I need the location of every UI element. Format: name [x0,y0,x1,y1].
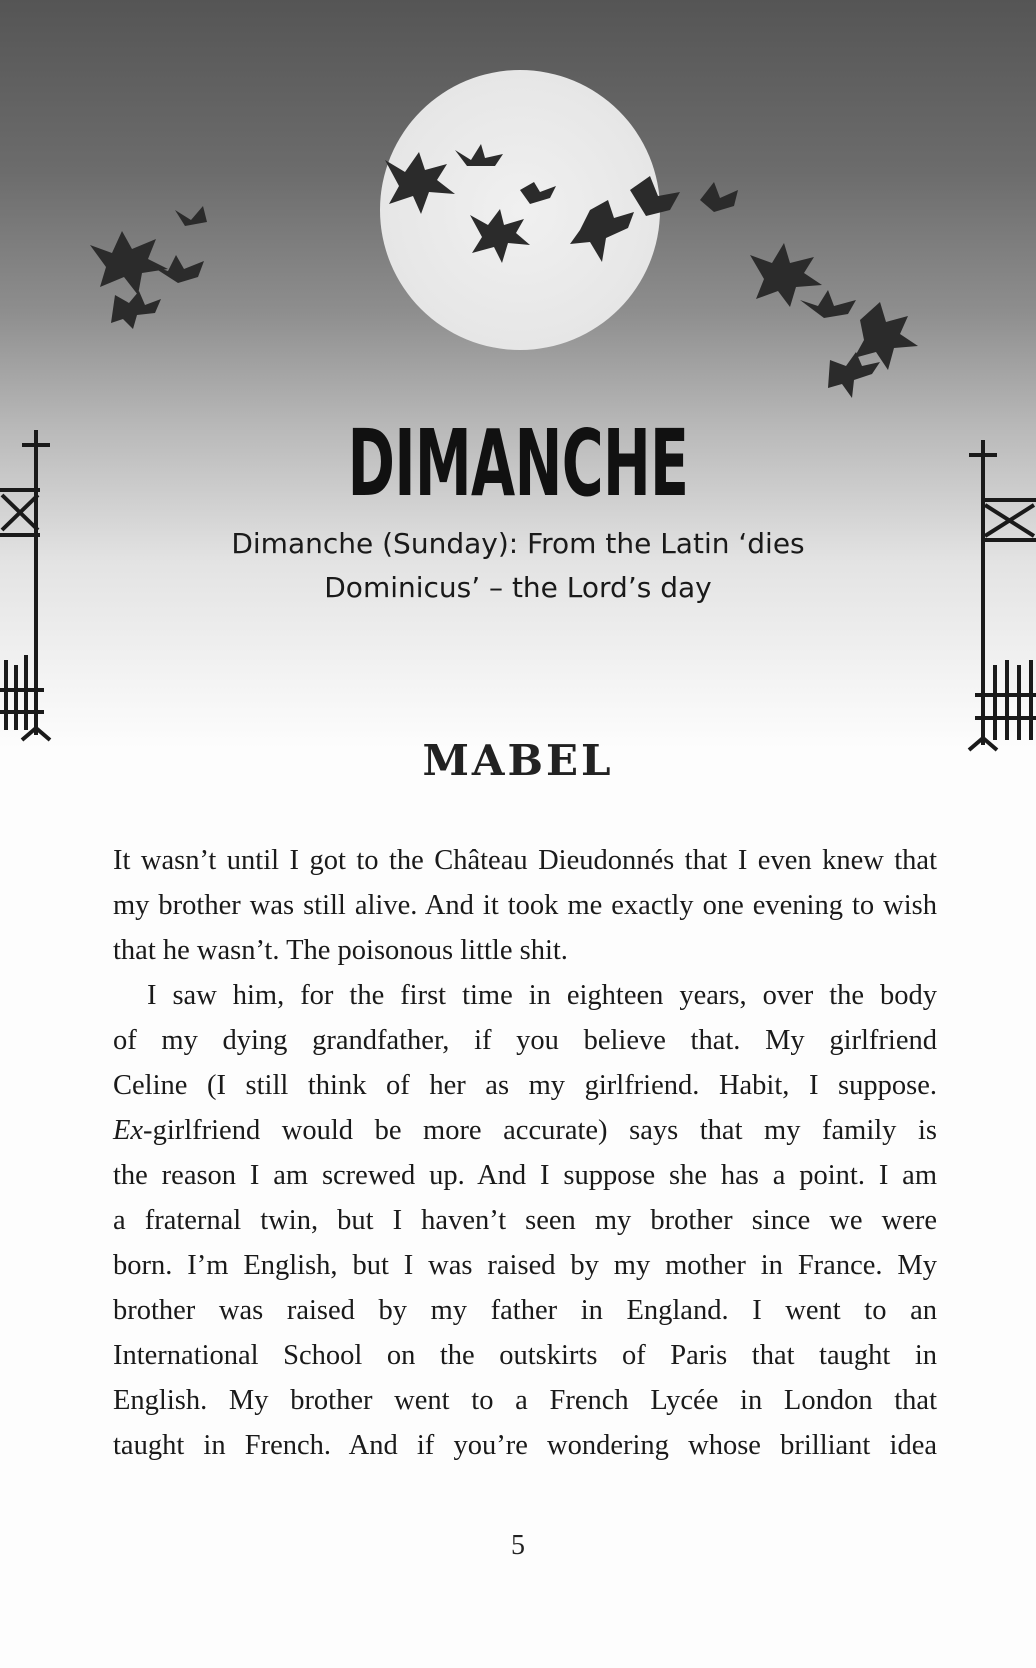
paragraph-line: brother was raised by my father in England. I went to an [113,1295,937,1326]
paragraph: It wasn’t until I got to the Château Dieudonnés that I even knew that my brother was still alive. And it took me exactly one evening to wish that he wasn’t. The poisonous little shit. [113,845,937,966]
chapter-subtitle-line: Dominicus’ – the Lord’s day [324,571,712,604]
line-rest: girlfriend would be more accurate) says that my family is [152,1115,937,1146]
paragraph-line: of my dying grandfather, if you believe that. My girlfriend [113,1025,937,1056]
chapter-header-illustration [0,0,1036,780]
paragraph-line: the reason I am screwed up. And I suppose she has a point. I am [113,1160,937,1191]
paragraph-line: Celine (I still think of her as my girlfriend. Habit, I suppose. [113,1070,937,1101]
paragraph-line: a fraternal twin, but I haven’t seen my brother since we were [113,1205,937,1236]
paragraph-line: I saw him, for the first time in eighteen years, over the body [147,980,937,1011]
chapter-subtitle-line: Dimanche (Sunday): From the Latin ‘dies [231,527,805,560]
paragraph-line: taught in French. And if you’re wondering whose brilliant idea [113,1430,937,1461]
page-number: 5 [511,1530,525,1561]
italic-prefix: Ex- [113,1115,153,1146]
chapter-title: DIMANCHE [347,410,689,517]
right-gate-icon [969,440,1036,750]
left-gate-icon [0,430,50,740]
paragraph-line: English. My brother went to a French Lycée in London that [113,1385,937,1416]
paragraph-line [113,1108,937,1153]
paragraph-line: International School on the outskirts of Paris that taught in [113,1340,937,1371]
body-text [113,838,937,1468]
night-scene [0,0,1036,780]
paragraph-line: born. I’m English, but I was raised by my mother in France. My [113,1250,937,1281]
narrator-heading: MABEL [422,736,614,785]
chapter-subtitle [150,522,886,610]
